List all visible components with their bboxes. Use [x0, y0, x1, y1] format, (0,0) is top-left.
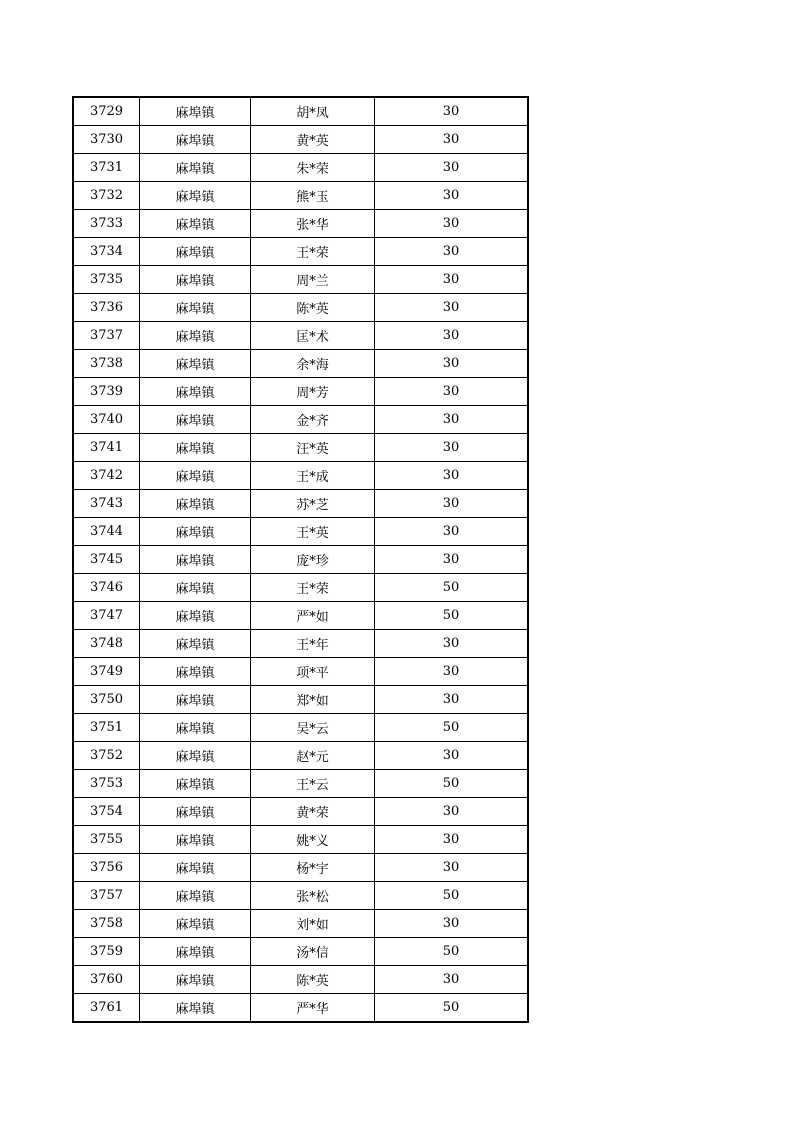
row-number-cell: 3736	[73, 294, 140, 322]
person-name-cell: 周*芳	[251, 378, 375, 406]
table-row	[73, 294, 528, 322]
town-cell: 麻埠镇	[140, 97, 251, 126]
amount-cell: 30	[375, 294, 529, 322]
person-name-cell: 苏*芝	[251, 490, 375, 518]
table-row	[73, 378, 528, 406]
person-name-cell: 郑*如	[251, 686, 375, 714]
row-number-cell: 3746	[73, 574, 140, 602]
town-cell: 麻埠镇	[140, 294, 251, 322]
town-cell: 麻埠镇	[140, 182, 251, 210]
amount-cell: 30	[375, 322, 529, 350]
amount-cell: 30	[375, 546, 529, 574]
town-cell: 麻埠镇	[140, 658, 251, 686]
amount-cell: 30	[375, 97, 529, 126]
table-row	[73, 910, 528, 938]
amount-cell: 30	[375, 742, 529, 770]
amount-cell: 30	[375, 210, 529, 238]
person-name-cell: 刘*如	[251, 910, 375, 938]
table-row	[73, 490, 528, 518]
row-number-cell: 3731	[73, 154, 140, 182]
town-cell: 麻埠镇	[140, 322, 251, 350]
person-name-cell: 王*荣	[251, 574, 375, 602]
person-name-cell: 张*华	[251, 210, 375, 238]
amount-cell: 30	[375, 966, 529, 994]
table-row	[73, 686, 528, 714]
row-number-cell: 3756	[73, 854, 140, 882]
table-row	[73, 742, 528, 770]
table-row	[73, 210, 528, 238]
amount-cell: 50	[375, 994, 529, 1023]
row-number-cell: 3760	[73, 966, 140, 994]
table-row	[73, 714, 528, 742]
town-cell: 麻埠镇	[140, 826, 251, 854]
person-name-cell: 匡*术	[251, 322, 375, 350]
town-cell: 麻埠镇	[140, 490, 251, 518]
table-row	[73, 322, 528, 350]
town-cell: 麻埠镇	[140, 938, 251, 966]
town-cell: 麻埠镇	[140, 434, 251, 462]
table-row	[73, 154, 528, 182]
town-cell: 麻埠镇	[140, 854, 251, 882]
table-row	[73, 770, 528, 798]
town-cell: 麻埠镇	[140, 154, 251, 182]
town-cell: 麻埠镇	[140, 994, 251, 1023]
table-row	[73, 462, 528, 490]
table-row	[73, 994, 528, 1023]
row-number-cell: 3751	[73, 714, 140, 742]
town-cell: 麻埠镇	[140, 630, 251, 658]
amount-cell: 50	[375, 770, 529, 798]
person-name-cell: 王*云	[251, 770, 375, 798]
amount-cell: 30	[375, 798, 529, 826]
row-number-cell: 3747	[73, 602, 140, 630]
person-name-cell: 黄*英	[251, 126, 375, 154]
row-number-cell: 3748	[73, 630, 140, 658]
table-row	[73, 602, 528, 630]
person-name-cell: 胡*凤	[251, 97, 375, 126]
amount-cell: 30	[375, 686, 529, 714]
person-name-cell: 汤*信	[251, 938, 375, 966]
row-number-cell: 3729	[73, 97, 140, 126]
row-number-cell: 3743	[73, 490, 140, 518]
person-name-cell: 张*松	[251, 882, 375, 910]
row-number-cell: 3735	[73, 266, 140, 294]
table-row	[73, 658, 528, 686]
row-number-cell: 3750	[73, 686, 140, 714]
row-number-cell: 3753	[73, 770, 140, 798]
person-name-cell: 王*年	[251, 630, 375, 658]
town-cell: 麻埠镇	[140, 350, 251, 378]
row-number-cell: 3761	[73, 994, 140, 1023]
table-row	[73, 854, 528, 882]
row-number-cell: 3734	[73, 238, 140, 266]
row-number-cell: 3741	[73, 434, 140, 462]
person-name-cell: 余*海	[251, 350, 375, 378]
town-cell: 麻埠镇	[140, 518, 251, 546]
amount-cell: 30	[375, 378, 529, 406]
table-row	[73, 546, 528, 574]
table-row	[73, 826, 528, 854]
town-cell: 麻埠镇	[140, 770, 251, 798]
table-row	[73, 938, 528, 966]
amount-cell: 30	[375, 462, 529, 490]
table-row	[73, 266, 528, 294]
row-number-cell: 3738	[73, 350, 140, 378]
row-number-cell: 3742	[73, 462, 140, 490]
table-row	[73, 518, 528, 546]
amount-cell: 50	[375, 602, 529, 630]
person-name-cell: 黄*荣	[251, 798, 375, 826]
table-row	[73, 798, 528, 826]
amount-cell: 30	[375, 238, 529, 266]
person-name-cell: 姚*义	[251, 826, 375, 854]
row-number-cell: 3749	[73, 658, 140, 686]
person-name-cell: 赵*元	[251, 742, 375, 770]
row-number-cell: 3754	[73, 798, 140, 826]
table-row	[73, 97, 528, 126]
town-cell: 麻埠镇	[140, 210, 251, 238]
town-cell: 麻埠镇	[140, 406, 251, 434]
town-cell: 麻埠镇	[140, 266, 251, 294]
row-number-cell: 3744	[73, 518, 140, 546]
person-name-cell: 金*齐	[251, 406, 375, 434]
row-number-cell: 3732	[73, 182, 140, 210]
amount-cell: 30	[375, 630, 529, 658]
row-number-cell: 3745	[73, 546, 140, 574]
table-row	[73, 882, 528, 910]
amount-cell: 30	[375, 182, 529, 210]
amount-cell: 30	[375, 154, 529, 182]
person-name-cell: 杨*宇	[251, 854, 375, 882]
town-cell: 麻埠镇	[140, 882, 251, 910]
person-name-cell: 陈*英	[251, 294, 375, 322]
table-row	[73, 966, 528, 994]
amount-cell: 30	[375, 854, 529, 882]
person-name-cell: 吴*云	[251, 714, 375, 742]
town-cell: 麻埠镇	[140, 462, 251, 490]
row-number-cell: 3730	[73, 126, 140, 154]
row-number-cell: 3758	[73, 910, 140, 938]
person-name-cell: 庞*珍	[251, 546, 375, 574]
amount-cell: 30	[375, 126, 529, 154]
person-name-cell: 熊*玉	[251, 182, 375, 210]
town-cell: 麻埠镇	[140, 602, 251, 630]
row-number-cell: 3759	[73, 938, 140, 966]
amount-cell: 50	[375, 574, 529, 602]
row-number-cell: 3739	[73, 378, 140, 406]
person-name-cell: 严*如	[251, 602, 375, 630]
town-cell: 麻埠镇	[140, 546, 251, 574]
table-row	[73, 406, 528, 434]
amount-cell: 30	[375, 350, 529, 378]
person-name-cell: 周*兰	[251, 266, 375, 294]
town-cell: 麻埠镇	[140, 686, 251, 714]
person-name-cell: 朱*荣	[251, 154, 375, 182]
person-name-cell: 陈*英	[251, 966, 375, 994]
town-cell: 麻埠镇	[140, 910, 251, 938]
amount-cell: 30	[375, 910, 529, 938]
row-number-cell: 3752	[73, 742, 140, 770]
town-cell: 麻埠镇	[140, 238, 251, 266]
subsidy-table	[72, 96, 529, 1023]
row-number-cell: 3733	[73, 210, 140, 238]
row-number-cell: 3755	[73, 826, 140, 854]
amount-cell: 50	[375, 714, 529, 742]
table-row	[73, 182, 528, 210]
town-cell: 麻埠镇	[140, 742, 251, 770]
amount-cell: 30	[375, 434, 529, 462]
person-name-cell: 汪*英	[251, 434, 375, 462]
town-cell: 麻埠镇	[140, 574, 251, 602]
town-cell: 麻埠镇	[140, 966, 251, 994]
amount-cell: 50	[375, 938, 529, 966]
person-name-cell: 王*英	[251, 518, 375, 546]
table-row	[73, 126, 528, 154]
amount-cell: 30	[375, 406, 529, 434]
subsidy-table-body	[73, 97, 528, 1022]
amount-cell: 30	[375, 826, 529, 854]
amount-cell: 30	[375, 518, 529, 546]
town-cell: 麻埠镇	[140, 798, 251, 826]
person-name-cell: 项*平	[251, 658, 375, 686]
amount-cell: 30	[375, 658, 529, 686]
town-cell: 麻埠镇	[140, 378, 251, 406]
person-name-cell: 王*成	[251, 462, 375, 490]
person-name-cell: 王*荣	[251, 238, 375, 266]
amount-cell: 50	[375, 882, 529, 910]
row-number-cell: 3740	[73, 406, 140, 434]
amount-cell: 30	[375, 266, 529, 294]
person-name-cell: 严*华	[251, 994, 375, 1023]
row-number-cell: 3757	[73, 882, 140, 910]
town-cell: 麻埠镇	[140, 126, 251, 154]
table-row	[73, 350, 528, 378]
table-row	[73, 238, 528, 266]
table-row	[73, 630, 528, 658]
table-row	[73, 434, 528, 462]
row-number-cell: 3737	[73, 322, 140, 350]
amount-cell: 30	[375, 490, 529, 518]
town-cell: 麻埠镇	[140, 714, 251, 742]
table-row	[73, 574, 528, 602]
